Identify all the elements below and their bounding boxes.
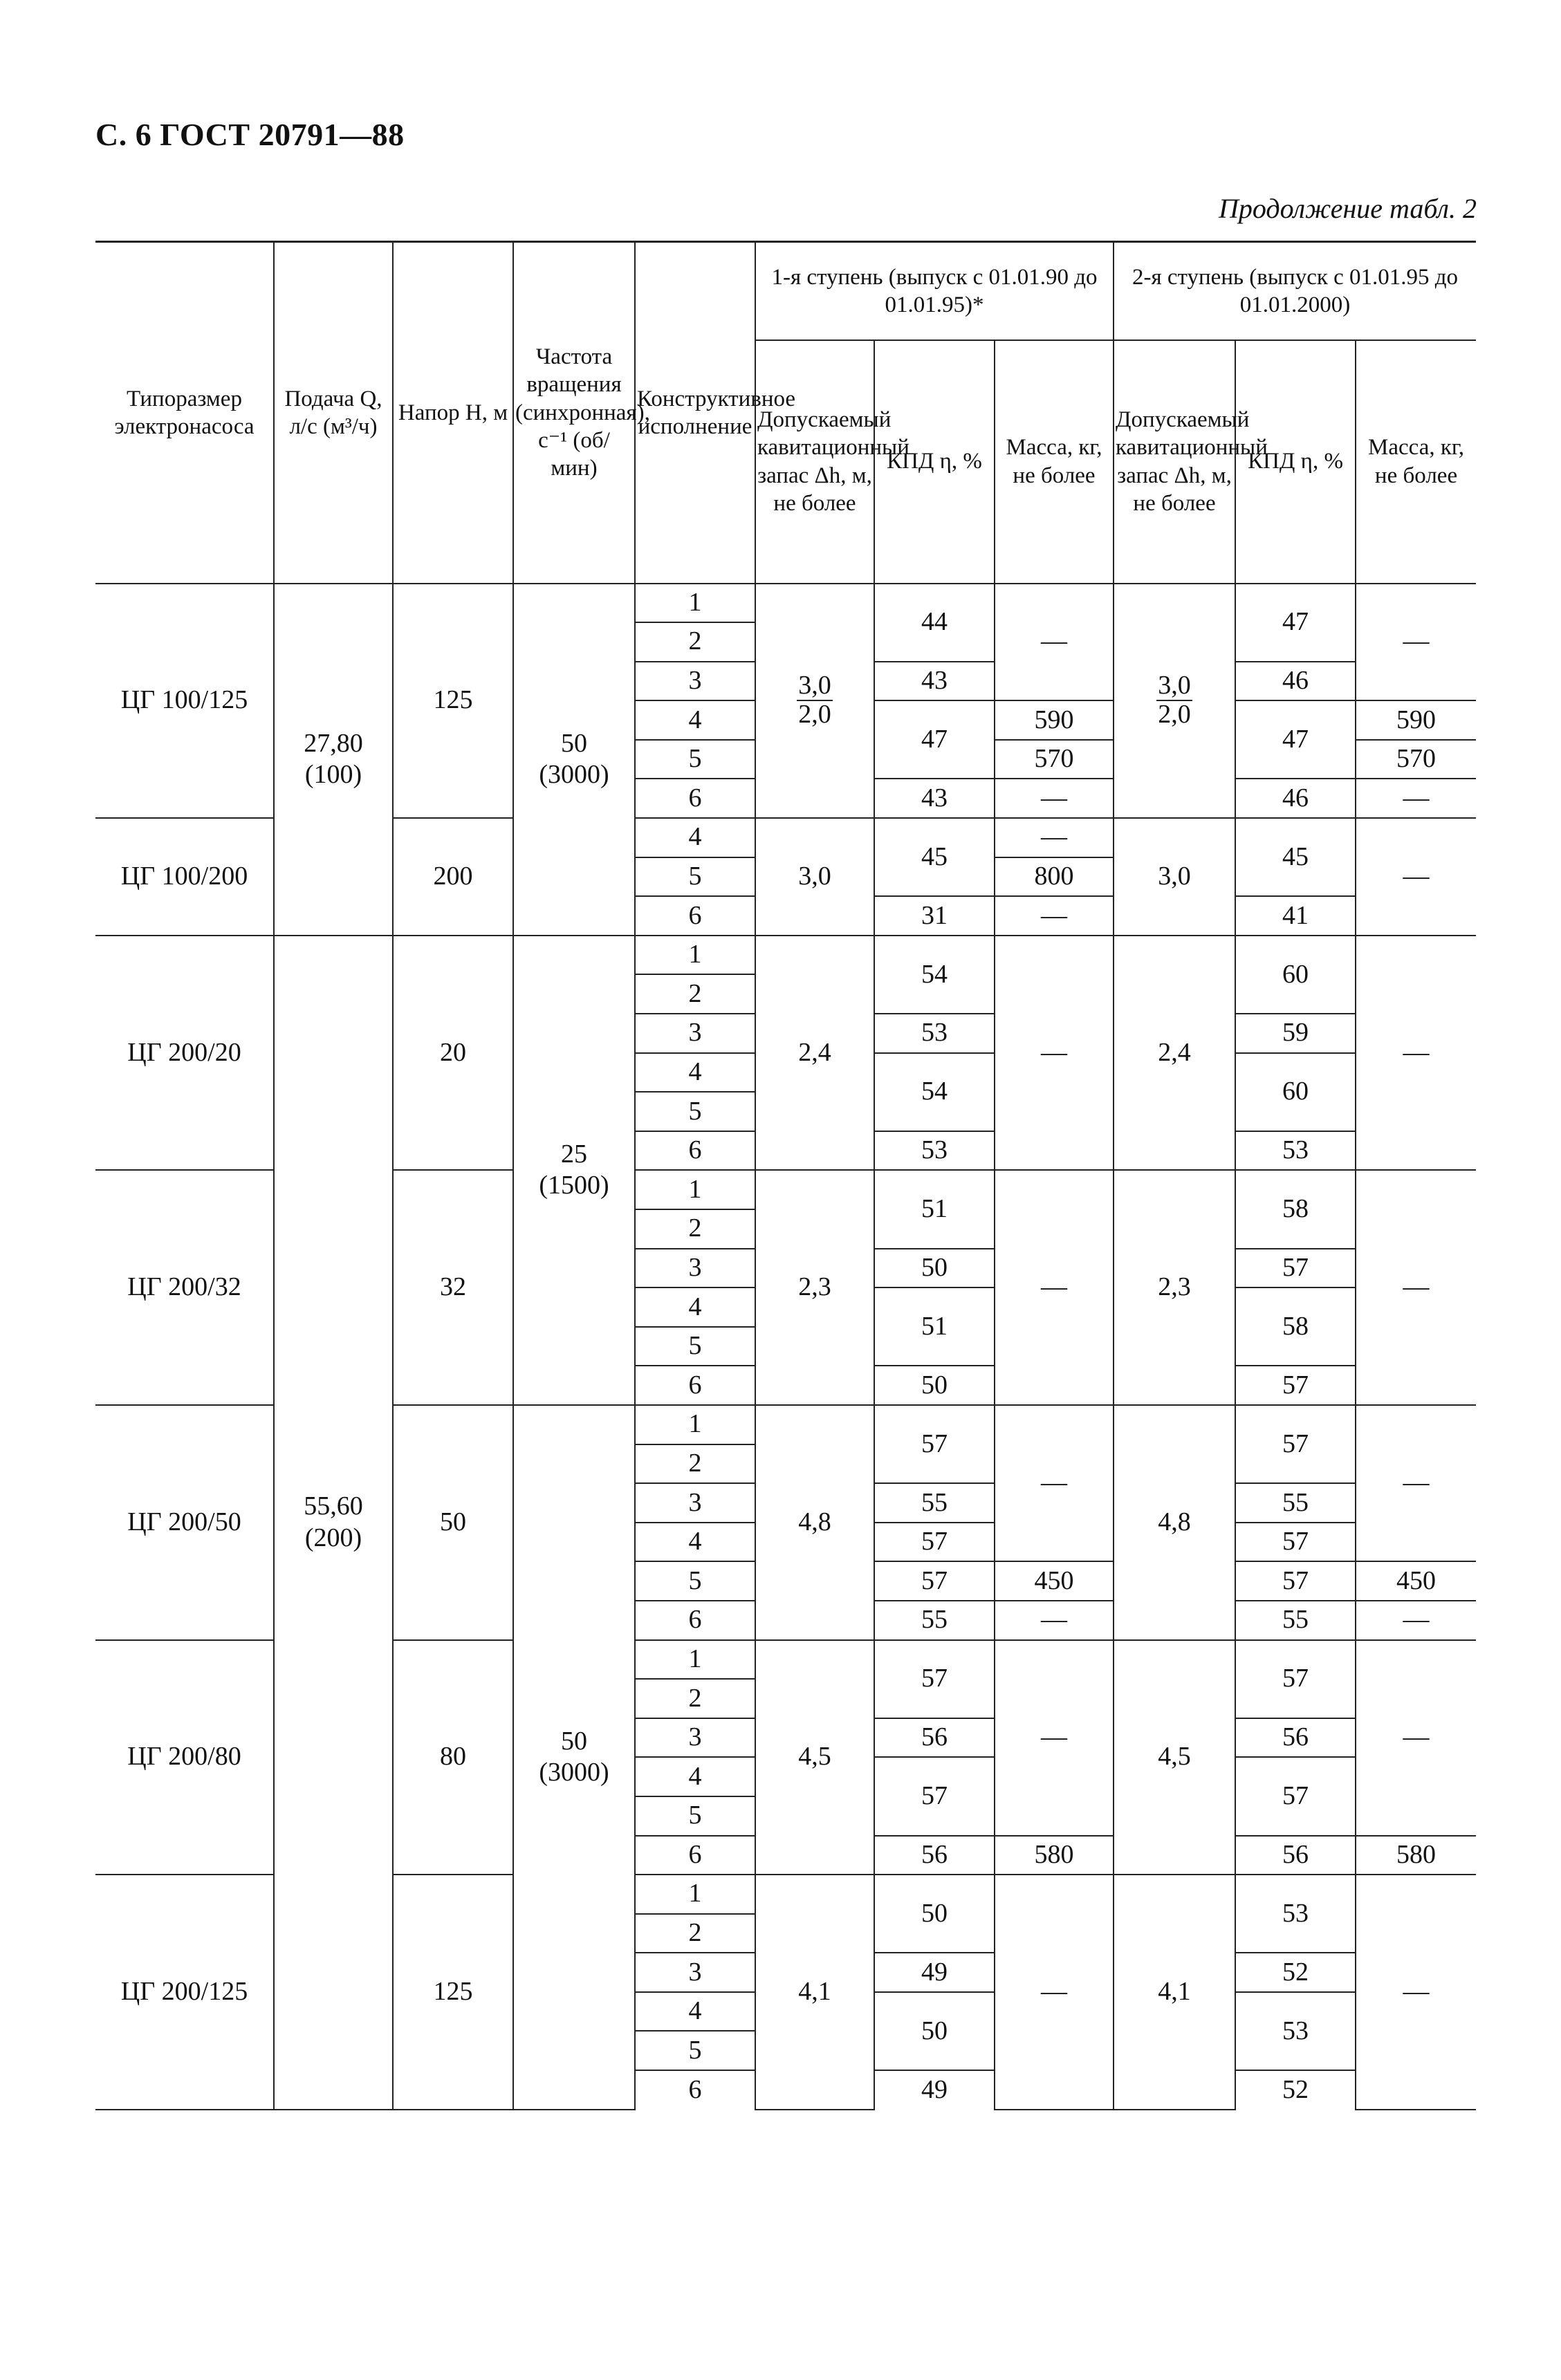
rotation-rpm-value: (3000)	[539, 1758, 609, 1787]
design-cell: 3	[635, 1249, 755, 1288]
design-cell: 6	[635, 896, 755, 936]
design-cell: 6	[635, 1366, 755, 1405]
type-size-cell: ЦГ 100/200	[95, 818, 274, 936]
design-cell: 2	[635, 974, 755, 1014]
mass-stage1-cell: —	[995, 1640, 1114, 1836]
flow-m3-value: (200)	[304, 1523, 362, 1552]
mass-stage2-cell: —	[1356, 1875, 1476, 2110]
npsh-stage2-cell: 4,8	[1114, 1405, 1235, 1640]
npsh-stage1-cell: 4,5	[755, 1640, 874, 1875]
npsh-fraction	[797, 672, 833, 729]
efficiency-stage2-cell: 56	[1235, 1718, 1356, 1758]
flow-cell	[274, 936, 393, 2110]
efficiency-stage1-cell: 50	[874, 1875, 995, 1953]
efficiency-stage1-cell: 43	[874, 662, 995, 701]
efficiency-stage2-cell: 57	[1235, 1523, 1356, 1562]
flow-m3-value: (100)	[304, 760, 362, 790]
efficiency-stage2-cell: 56	[1235, 1836, 1356, 1875]
design-cell: 3	[635, 1483, 755, 1523]
npsh-stage2-cell: 4,5	[1114, 1640, 1235, 1875]
design-cell: 1	[635, 936, 755, 975]
efficiency-stage2-cell: 57	[1235, 1249, 1356, 1288]
head-cell: 32	[393, 1170, 513, 1405]
flow-value: 27,80	[304, 728, 363, 758]
type-size-cell: ЦГ 100/125	[95, 584, 274, 819]
head-cell: 200	[393, 818, 513, 936]
design-cell: 5	[635, 1092, 755, 1131]
rotation-value: 25	[561, 1139, 587, 1169]
efficiency-stage1-cell: 56	[874, 1718, 995, 1758]
npsh-denominator: 2,0	[1158, 699, 1191, 729]
pump-parameters-table	[95, 241, 1476, 2110]
rotation-rpm-value: (3000)	[539, 760, 609, 790]
mass-stage1-cell: 570	[995, 740, 1114, 779]
efficiency-stage1-cell: 57	[874, 1405, 995, 1483]
design-cell: 2	[635, 1679, 755, 1718]
head-cell: 125	[393, 1875, 513, 2110]
efficiency-stage2-cell: 53	[1235, 1992, 1356, 2070]
efficiency-stage2-cell: 57	[1235, 1405, 1356, 1483]
mass-stage2-cell: —	[1356, 584, 1476, 701]
header-rotation: Частота вращения (синхронная), с⁻¹ (об/мин)	[513, 242, 635, 584]
design-cell: 2	[635, 1914, 755, 1953]
flow-cell	[274, 584, 393, 936]
efficiency-stage1-cell: 57	[874, 1757, 995, 1835]
npsh-stage2-cell: 4,1	[1114, 1875, 1235, 2110]
design-cell: 3	[635, 1718, 755, 1758]
design-cell: 2	[635, 1444, 755, 1484]
design-cell: 4	[635, 700, 755, 740]
mass-stage1-cell: 580	[995, 1836, 1114, 1875]
mass-stage1-cell: —	[995, 1405, 1114, 1561]
efficiency-stage2-cell: 52	[1235, 1953, 1356, 1992]
design-cell: 3	[635, 662, 755, 701]
rotation-value: 50	[561, 1726, 587, 1756]
npsh-stage1-cell: 2,3	[755, 1170, 874, 1405]
design-cell: 4	[635, 1287, 755, 1327]
efficiency-stage1-cell: 56	[874, 1836, 995, 1875]
npsh-stage2-cell: 3,0	[1114, 818, 1235, 936]
mass-stage1-cell: —	[995, 1170, 1114, 1405]
efficiency-stage1-cell: 44	[874, 584, 995, 662]
mass-stage2-cell: —	[1356, 1601, 1476, 1640]
mass-stage1-cell: —	[995, 818, 1114, 857]
npsh-stage1-cell: 2,4	[755, 936, 874, 1171]
design-cell: 6	[635, 2070, 755, 2110]
mass-stage2-cell: —	[1356, 1640, 1476, 1836]
efficiency-stage2-cell: 57	[1235, 1561, 1356, 1601]
design-cell: 5	[635, 1561, 755, 1601]
mass-stage1-cell: 800	[995, 857, 1114, 897]
efficiency-stage1-cell: 57	[874, 1640, 995, 1718]
efficiency-stage2-cell: 46	[1235, 779, 1356, 818]
efficiency-stage1-cell: 47	[874, 700, 995, 779]
head-cell: 50	[393, 1405, 513, 1640]
mass-stage2-cell: —	[1356, 1170, 1476, 1405]
design-cell: 6	[635, 1131, 755, 1171]
design-cell: 5	[635, 1796, 755, 1836]
mass-stage1-cell: —	[995, 1875, 1114, 2110]
mass-stage2-cell: 580	[1356, 1836, 1476, 1875]
efficiency-stage2-cell: 57	[1235, 1757, 1356, 1835]
efficiency-stage1-cell: 57	[874, 1523, 995, 1562]
efficiency-stage2-cell: 41	[1235, 896, 1356, 936]
npsh-stage2-cell: 2,3	[1114, 1170, 1235, 1405]
rotation-cell	[513, 936, 635, 1405]
mass-stage1-cell: —	[995, 896, 1114, 936]
efficiency-stage1-cell: 49	[874, 1953, 995, 1992]
header-type-size: Типоразмер электронасоса	[95, 242, 274, 584]
npsh-stage2-cell	[1114, 584, 1235, 819]
type-size-cell: ЦГ 200/125	[95, 1875, 274, 2110]
npsh-stage1-cell: 3,0	[755, 818, 874, 936]
mass-stage2-cell: —	[1356, 1405, 1476, 1561]
efficiency-stage2-cell: 59	[1235, 1014, 1356, 1053]
design-cell: 5	[635, 740, 755, 779]
npsh-fraction	[1156, 672, 1192, 729]
rotation-rpm-value: (1500)	[539, 1171, 609, 1200]
design-cell: 6	[635, 1601, 755, 1640]
efficiency-stage1-cell: 49	[874, 2070, 995, 2110]
design-cell: 5	[635, 1327, 755, 1366]
header-stage1: 1-я ступень (выпуск с 01.01.90 до 01.01.95)*	[755, 242, 1114, 340]
efficiency-stage1-cell: 54	[874, 1053, 995, 1131]
header-flow: Подача Q, л/с (м³/ч)	[274, 242, 393, 584]
head-cell: 80	[393, 1640, 513, 1875]
design-cell: 1	[635, 1405, 755, 1444]
efficiency-stage1-cell: 55	[874, 1483, 995, 1523]
mass-stage2-cell: —	[1356, 936, 1476, 1171]
efficiency-stage1-cell: 50	[874, 1992, 995, 2070]
mass-stage2-cell: 590	[1356, 700, 1476, 740]
efficiency-stage2-cell: 60	[1235, 936, 1356, 1014]
efficiency-stage2-cell: 47	[1235, 584, 1356, 662]
efficiency-stage1-cell: 45	[874, 818, 995, 896]
rotation-cell	[513, 584, 635, 936]
npsh-stage2-cell: 2,4	[1114, 936, 1235, 1171]
design-cell: 5	[635, 2031, 755, 2070]
efficiency-stage2-cell: 57	[1235, 1640, 1356, 1718]
header-mass-stage1: Масса, кг, не более	[995, 340, 1114, 584]
header-npsh-stage1: Допускаемый кавитационный запас Δh, м, не более	[755, 340, 874, 584]
efficiency-stage1-cell: 57	[874, 1561, 995, 1601]
efficiency-stage2-cell: 45	[1235, 818, 1356, 896]
efficiency-stage2-cell: 58	[1235, 1287, 1356, 1366]
npsh-stage1-cell: 4,8	[755, 1405, 874, 1640]
type-size-cell: ЦГ 200/32	[95, 1170, 274, 1405]
table-continuation-label: Продолжение табл. 2	[1218, 193, 1477, 224]
mass-stage1-cell: —	[995, 936, 1114, 1171]
efficiency-stage2-cell: 53	[1235, 1875, 1356, 1953]
type-size-cell: ЦГ 200/20	[95, 936, 274, 1171]
efficiency-stage2-cell: 53	[1235, 1131, 1356, 1171]
design-cell: 1	[635, 1875, 755, 1914]
design-cell: 3	[635, 1953, 755, 1992]
design-cell: 4	[635, 818, 755, 857]
efficiency-stage1-cell: 54	[874, 936, 995, 1014]
design-cell: 3	[635, 1014, 755, 1053]
efficiency-stage2-cell: 58	[1235, 1170, 1356, 1248]
mass-stage2-cell: —	[1356, 779, 1476, 818]
design-cell: 4	[635, 1053, 755, 1093]
table-row	[95, 936, 1476, 975]
efficiency-stage2-cell: 55	[1235, 1601, 1356, 1640]
design-cell: 2	[635, 622, 755, 662]
design-cell: 2	[635, 1209, 755, 1249]
npsh-numerator: 3,0	[1158, 670, 1191, 700]
head-cell: 125	[393, 584, 513, 819]
header-head: Напор H, м	[393, 242, 513, 584]
mass-stage1-cell: —	[995, 779, 1114, 818]
efficiency-stage1-cell: 51	[874, 1287, 995, 1366]
design-cell: 4	[635, 1523, 755, 1562]
efficiency-stage1-cell: 53	[874, 1131, 995, 1171]
efficiency-stage2-cell: 46	[1235, 662, 1356, 701]
mass-stage1-cell: —	[995, 584, 1114, 701]
efficiency-stage1-cell: 50	[874, 1249, 995, 1288]
flow-value: 55,60	[304, 1491, 363, 1521]
efficiency-stage1-cell: 50	[874, 1366, 995, 1405]
mass-stage1-cell: 450	[995, 1561, 1114, 1601]
page-header: С. 6 ГОСТ 20791—88	[95, 117, 405, 152]
header-npsh-stage2: Допускаемый кавитационный запас Δh, м, не более	[1114, 340, 1235, 584]
efficiency-stage1-cell: 31	[874, 896, 995, 936]
table-row	[95, 584, 1476, 623]
efficiency-stage2-cell: 47	[1235, 700, 1356, 779]
rotation-cell	[513, 1405, 635, 2110]
header-stage2: 2-я ступень (выпуск с 01.01.95 до 01.01.2000)	[1114, 242, 1476, 340]
type-size-cell: ЦГ 200/50	[95, 1405, 274, 1640]
npsh-denominator: 2,0	[798, 699, 831, 729]
design-cell: 1	[635, 1640, 755, 1680]
header-efficiency-stage1: КПД η, %	[874, 340, 995, 584]
efficiency-stage2-cell: 55	[1235, 1483, 1356, 1523]
rotation-value: 50	[561, 728, 587, 758]
design-cell: 1	[635, 1170, 755, 1209]
header-design: Конструктивное исполнение	[635, 242, 755, 584]
mass-stage2-cell: 570	[1356, 740, 1476, 779]
type-size-cell: ЦГ 200/80	[95, 1640, 274, 1875]
mass-stage1-cell: —	[995, 1601, 1114, 1640]
design-cell: 6	[635, 1836, 755, 1875]
head-cell: 20	[393, 936, 513, 1171]
design-cell: 4	[635, 1757, 755, 1796]
npsh-stage1-cell	[755, 584, 874, 819]
efficiency-stage2-cell: 60	[1235, 1053, 1356, 1131]
efficiency-stage1-cell: 53	[874, 1014, 995, 1053]
mass-stage2-cell: —	[1356, 818, 1476, 936]
header-mass-stage2: Масса, кг, не более	[1356, 340, 1476, 584]
efficiency-stage1-cell: 55	[874, 1601, 995, 1640]
design-cell: 1	[635, 584, 755, 623]
mass-stage2-cell: 450	[1356, 1561, 1476, 1601]
npsh-stage1-cell: 4,1	[755, 1875, 874, 2110]
efficiency-stage1-cell: 43	[874, 779, 995, 818]
design-cell: 4	[635, 1992, 755, 2032]
mass-stage1-cell: 590	[995, 700, 1114, 740]
efficiency-stage1-cell: 51	[874, 1170, 995, 1248]
efficiency-stage2-cell: 57	[1235, 1366, 1356, 1405]
npsh-numerator: 3,0	[798, 670, 831, 700]
efficiency-stage2-cell: 52	[1235, 2070, 1356, 2110]
design-cell: 5	[635, 857, 755, 897]
header-efficiency-stage2: КПД η, %	[1235, 340, 1356, 584]
design-cell: 6	[635, 779, 755, 818]
